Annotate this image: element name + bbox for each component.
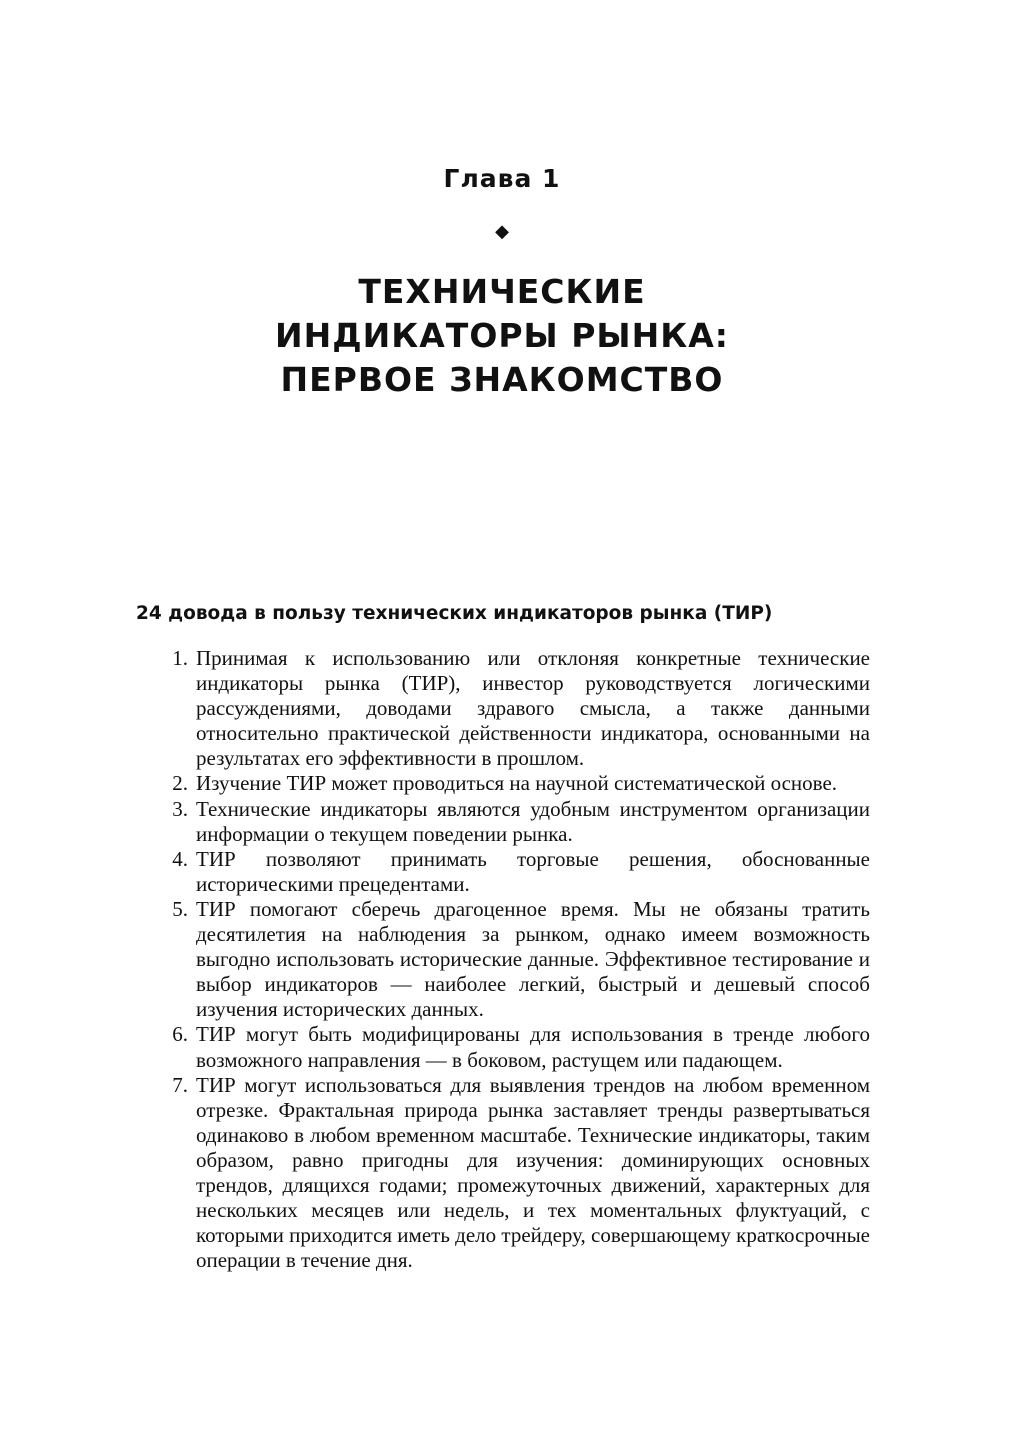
list-item-text: Изучение ТИР может проводиться на научной систематической основе. [196,771,838,796]
list-item [160,847,870,897]
list-item [160,797,870,847]
chapter-title-line: ИНДИКАТОРЫ РЫНКА: [275,316,729,355]
chapter-title-line: ТЕХНИЧЕСКИЕ [358,272,646,311]
list-item-number: 7. [172,1072,188,1097]
list-item-number: 5. [172,896,188,921]
section-heading: 24 довода в пользу технических индикаторов рынка (ТИР) [136,603,773,624]
list-item-number: 3. [172,796,188,821]
list-item-number: 2. [172,771,188,796]
diamond-ornament-icon: ◆ [495,221,509,242]
chapter-label: Глава 1 [443,164,561,193]
list-item [160,1022,870,1072]
list-item-text: ТИР могут использоваться для выявления трендов на любом временном отрезке. Фрактальная природа рынка заставляет тренды развертываться одинаково в любом временном масштабе. Технические индикаторы, таким образом, равно пригодны для изучения: доминирующих основных трендов, длящихся годами; промежуточных движений, характерных для нескольких месяцев или недель, и тех моментальных флуктуаций, с которыми приходится иметь дело трейдеру, совершающему краткосрочные операции в течение дня. [196,1072,870,1273]
list-item-text: ТИР позволяют принимать торговые решения, обоснованные историческими прецедентами. [196,846,870,896]
list-item-number: 4. [172,846,188,871]
arguments-list [160,646,870,1273]
list-item-text: Технические индикаторы являются удобным инструментом организации информации о текущем поведении рынка. [196,796,870,846]
list-item [160,1073,870,1274]
list-item [160,897,870,1022]
list-item-number: 6. [172,1022,188,1047]
list-item-text: ТИР могут быть модифицированы для использования в тренде любого возможного направления — в боковом, растущем или падающем. [196,1022,870,1072]
list-item [160,771,870,796]
list-item-text: ТИР помогают сберечь драгоценное время. Мы не обязаны тратить десятилетия на наблюдения за рынком, однако имеем возможность выгодно использовать исторические данные. Эффективное тестирование и выбор индикаторов — наиболее легкий, быстрый и дешевый способ изучения исторических данных. [196,896,870,1022]
chapter-title [0,270,1004,402]
chapter-title-line: ПЕРВОЕ ЗНАКОМСТВО [280,360,724,399]
list-item-number: 1. [172,646,188,670]
list-item [160,646,870,771]
list-item-text: Принимая к использованию или отклоняя конкретные технические индикаторы рынка (ТИР), инвестор руководствуется логическими рассуждениями, доводами здравого смысла, а также данными относительно практической действенности индикатора, основанными на результатах его эффективности в прошлом. [196,646,870,771]
